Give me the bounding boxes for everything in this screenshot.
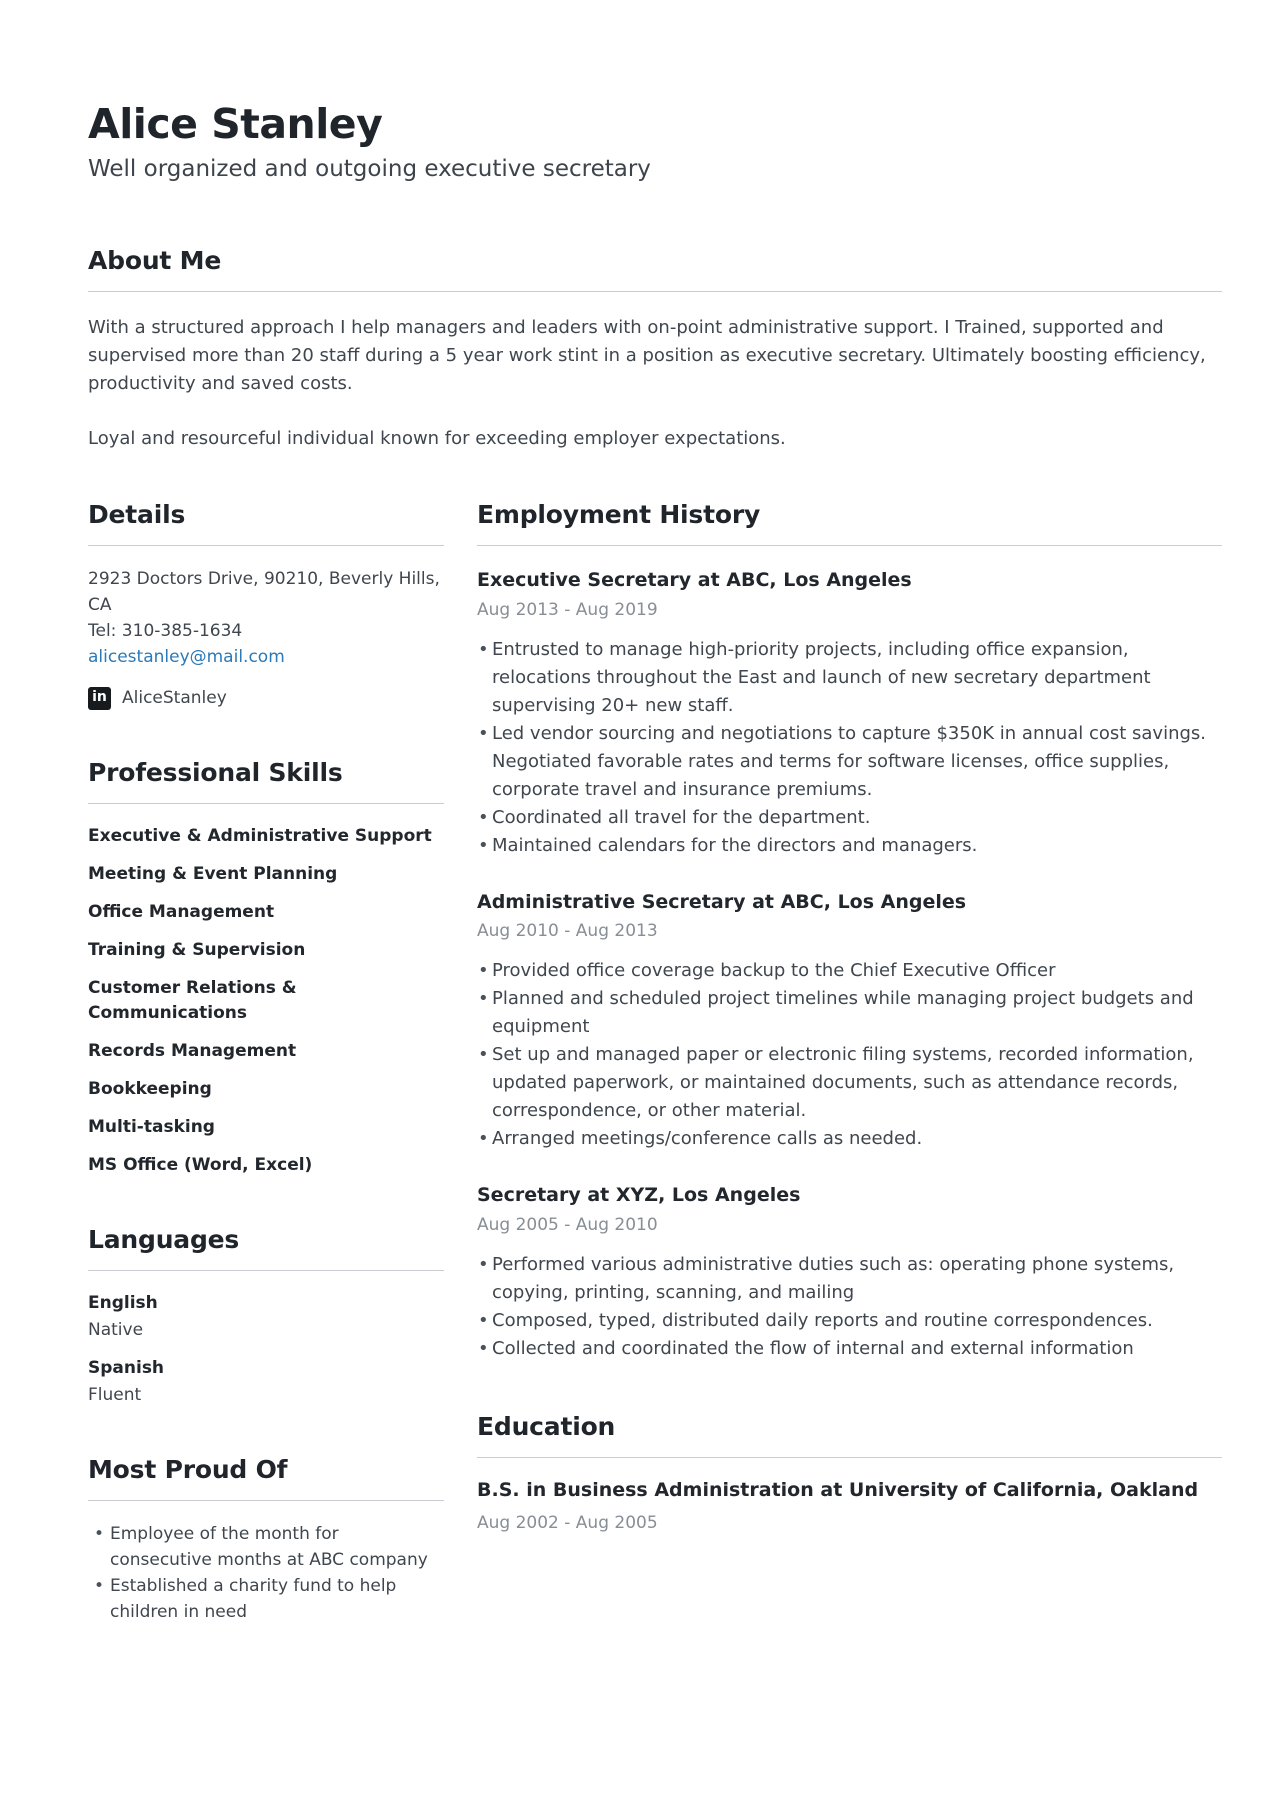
- education-dates: Aug 2002 - Aug 2005: [477, 1512, 658, 1533]
- education-heading: Education: [477, 1411, 1222, 1458]
- job-bullet: • Entrusted to manage high-priority projects, including office expansion, relocations throughout the East and launch of new secretary department supervising 20+ new staff.: [477, 636, 1222, 720]
- about-paragraph-1: With a structured approach I help managers and leaders with on-point administrative support. I Trained, supported and supervised more than 20 staff during a 5 year work stint in a position as executive secretary. Ultimately boosting efficiency, productivity and saved costs.: [88, 317, 1206, 395]
- section-details: [88, 499, 444, 711]
- skill-item: Office Management: [88, 902, 275, 923]
- language-item: [88, 1291, 444, 1343]
- address-text: 2923 Doctors Drive, 90210, Beverly Hills, CA: [88, 569, 440, 616]
- job-title: Administrative Secretary at ABC, Los Angeles: [477, 890, 967, 913]
- job-bullet: • Coordinated all travel for the department.: [477, 804, 1222, 832]
- details-heading: Details: [88, 499, 444, 546]
- proud-item: • Employee of the month for consecutive months at ABC company: [88, 1521, 444, 1573]
- linkedin-row: [88, 685, 444, 711]
- skill-item: MS Office (Word, Excel): [88, 1155, 313, 1176]
- section-education: [477, 1411, 1222, 1537]
- phone-text: Tel: 310-385-1634: [88, 621, 243, 642]
- skill-item: Executive & Administrative Support: [88, 826, 432, 847]
- job-bullet: • Planned and scheduled project timelines while managing project budgets and equipment: [477, 985, 1222, 1041]
- job-bullet-list: [477, 1251, 1222, 1363]
- section-about-me: [88, 245, 1222, 453]
- section-most-proud-of: [88, 1454, 444, 1625]
- job-bullet: • Collected and coordinated the flow of internal and external information: [477, 1335, 1222, 1363]
- job-bullet-list: [477, 957, 1222, 1153]
- languages-heading: Languages: [88, 1224, 444, 1271]
- job-title: Executive Secretary at ABC, Los Angeles: [477, 569, 912, 592]
- skill-item: Records Management: [88, 1041, 297, 1062]
- resume-header: [88, 102, 1222, 185]
- job-bullet: • Performed various administrative duties such as: operating phone systems, copying, printing, scanning, and mailing: [477, 1251, 1222, 1307]
- skill-item: Customer Relations & Communications: [88, 978, 297, 1024]
- skill-item: Training & Supervision: [88, 940, 306, 961]
- language-level: Native: [88, 1320, 144, 1341]
- section-languages: [88, 1224, 444, 1408]
- skill-item: Multi-tasking: [88, 1117, 215, 1138]
- job-entry: [477, 1183, 1222, 1363]
- two-column-body: [88, 499, 1222, 1625]
- job-bullet: • Led vendor sourcing and negotiations to capture $350K in annual cost savings. Negotiated favorable rates and terms for software licenses, office supplies, corporate travel and insurance premiums.: [477, 720, 1222, 804]
- proud-item: • Established a charity fund to help children in need: [88, 1573, 444, 1625]
- job-title: Secretary at XYZ, Los Angeles: [477, 1184, 801, 1207]
- left-column: [88, 499, 444, 1625]
- job-bullet-list: [477, 636, 1222, 860]
- language-item: [88, 1356, 444, 1408]
- linkedin-handle[interactable]: AliceStanley: [122, 688, 227, 709]
- job-entry: [477, 568, 1222, 860]
- candidate-name: Alice Stanley: [88, 100, 383, 148]
- job-bullet: • Set up and managed paper or electronic filing systems, recorded information, updated paperwork, or maintained documents, such as attendance records, correspondence, or other material.: [477, 1041, 1222, 1125]
- job-bullet: • Provided office coverage backup to the Chief Executive Officer: [477, 957, 1222, 985]
- job-entry: [477, 890, 1222, 1154]
- section-professional-skills: [88, 757, 444, 1178]
- language-level: Fluent: [88, 1385, 142, 1406]
- language-name: English: [88, 1293, 158, 1314]
- language-name: Spanish: [88, 1358, 165, 1379]
- section-employment-history: [477, 499, 1222, 1363]
- job-dates: Aug 2005 - Aug 2010: [477, 1215, 658, 1236]
- job-bullet: • Maintained calendars for the directors and managers.: [477, 832, 1222, 860]
- job-dates: Aug 2013 - Aug 2019: [477, 599, 658, 620]
- about-paragraph-2: Loyal and resourceful individual known for exceeding employer expectations.: [88, 428, 786, 450]
- job-bullet: • Arranged meetings/conference calls as needed.: [477, 1125, 1222, 1153]
- skill-item: Meeting & Event Planning: [88, 864, 338, 885]
- skill-item: Bookkeeping: [88, 1079, 212, 1100]
- skills-heading: Professional Skills: [88, 757, 444, 804]
- linkedin-icon[interactable]: in: [88, 687, 111, 710]
- job-bullet: • Composed, typed, distributed daily reports and routine correspondences.: [477, 1307, 1222, 1335]
- proud-list: [88, 1521, 444, 1625]
- degree-title: B.S. in Business Administration at University of California, Oakland: [477, 1479, 1199, 1502]
- candidate-tagline: Well organized and outgoing executive secretary: [88, 156, 651, 183]
- about-me-heading: About Me: [88, 245, 1222, 292]
- employment-history-heading: Employment History: [477, 499, 1222, 546]
- most-proud-of-heading: Most Proud Of: [88, 1454, 444, 1501]
- job-dates: Aug 2010 - Aug 2013: [477, 921, 658, 942]
- email-link[interactable]: alicestanley@mail.com: [88, 647, 285, 668]
- right-column: [477, 499, 1222, 1537]
